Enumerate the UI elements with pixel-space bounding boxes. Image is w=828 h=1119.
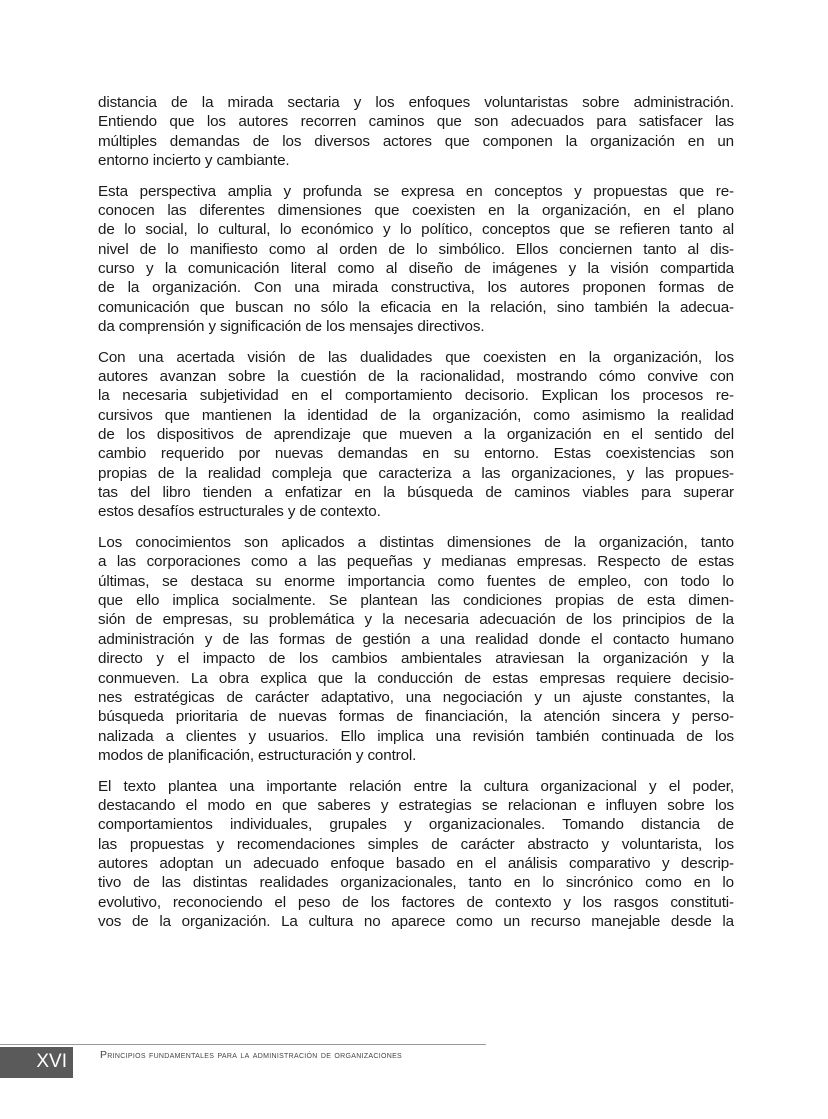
body-text (98, 93, 734, 943)
text-line: de los dispositivos de aprendizaje que mueven a la organización en el sentido del (98, 426, 734, 444)
text-line: tivo de las distintas realidades organizacionales, tanto en lo sincrónico como en lo (98, 874, 734, 892)
text-line: conmueven. La obra explica que la conducción de estas empresas requiere decisio- (98, 669, 734, 687)
text-line: propias de la realidad compleja que caracteriza a las organizaciones, y las propues- (98, 464, 734, 482)
text-line: modos de planificación, estructuración y control. (98, 746, 417, 764)
text-line: cursivos que mantienen la identidad de la organización, como asimismo la realidad (98, 406, 734, 424)
text-line: de la organización. Con una mirada constructiva, los autores proponen formas de (98, 279, 734, 297)
text-line: directo y el impacto de los cambios ambientales atraviesan la organización y la (98, 650, 734, 668)
text-line: entorno incierto y cambiante. (98, 152, 290, 170)
text-line: que ello implica socialmente. Se plantean las condiciones propias de esta dimen- (98, 592, 734, 610)
text-line: últimas, se destaca su enorme importancia como fuentes de empleo, con todo lo (98, 572, 734, 590)
text-line: comportamientos individuales, grupales y organizacionales. Tomando distancia de (98, 816, 734, 834)
paragraph (98, 348, 734, 522)
text-line: a las corporaciones como a las pequeñas y medianas empresas. Respecto de estas (98, 553, 734, 571)
text-line: Esta perspectiva amplia y profunda se expresa en conceptos y propuestas que re- (98, 182, 734, 200)
text-line: Con una acertada visión de las dualidades que coexisten en la organización, los (98, 348, 734, 366)
text-line: cambio requerido por nuevas demandas en su entorno. Estas coexistencias son (98, 445, 734, 463)
footer-rule (0, 1044, 486, 1045)
text-line: destacando el modo en que saberes y estrategias se relacionan e influyen sobre los (98, 796, 734, 814)
text-line: sión de empresas, su problemática y la necesaria adecuación de los principios de la (98, 611, 734, 629)
text-line: las propuestas y recomendaciones simples de carácter abstracto y voluntarista, los (98, 835, 734, 853)
text-line: Los conocimientos son aplicados a distintas dimensiones de la organización, tanto (98, 534, 734, 552)
text-line: evolutivo, reconociendo el peso de los factores de contexto y los rasgos constituti- (98, 893, 734, 911)
text-line: la necesaria subjetividad en el comportamiento decisorio. Explican los procesos re- (98, 387, 734, 405)
text-line: autores adoptan un adecuado enfoque basado en el análisis comparativo y descrip- (98, 854, 734, 872)
text-line: curso y la comunicación literal como al diseño de imágenes y la visión compartida (98, 260, 734, 278)
paragraph (98, 93, 734, 170)
text-line: administración y de las formas de gestión a una realidad donde el contacto humano (98, 630, 734, 648)
text-line: comunicación que buscan no sólo la eficacia en la relación, sino también la adecua- (98, 298, 734, 316)
running-title: Principios fundamentales para la administración de organizaciones (100, 1049, 403, 1061)
text-line: El texto plantea una importante relación entre la cultura organizacional y el poder, (98, 777, 734, 795)
page-number-box (0, 1047, 73, 1078)
text-line: nivel de lo manifiesto como al orden de lo simbólico. Ellos conciernen tanto al dis- (98, 240, 734, 258)
text-line: da comprensión y significación de los mensajes directivos. (98, 318, 485, 336)
text-line: distancia de la mirada sectaria y los enfoques voluntaristas sobre administración. (98, 94, 734, 111)
text-line: búsqueda prioritaria de nuevas formas de financiación, la atención sincera y perso- (98, 708, 734, 726)
text-line: tas del libro tienden a enfatizar en la búsqueda de caminos viables para superar (98, 484, 734, 502)
paragraph (98, 777, 734, 932)
text-line: conocen las diferentes dimensiones que coexisten en la organización, en el plano (98, 202, 734, 220)
text-line: nes estratégicas de carácter adaptativo, una negociación y un ajuste constantes, la (98, 688, 734, 706)
page-number: XVI (36, 1051, 67, 1072)
text-line: estos desafíos estructurales y de contexto. (98, 503, 381, 521)
text-line: vos de la organización. La cultura no aparece como un recurso manejable desde la (98, 912, 734, 930)
text-line: autores avanzan sobre la cuestión de la racionalidad, mostrando cómo convive con (98, 368, 734, 386)
text-line: de lo social, lo cultural, lo económico y lo político, conceptos que se refieren tanto al (98, 221, 734, 239)
paragraph (98, 533, 734, 765)
text-line: nalizada a clientes y usuarios. Ello implica una revisión también continuada de los (98, 727, 734, 745)
paragraph (98, 182, 734, 337)
text-line: múltiples demandas de los diversos actores que componen la organización en un (98, 132, 734, 150)
text-line: Entiendo que los autores recorren caminos que son adecuados para satisfacer las (98, 113, 734, 131)
